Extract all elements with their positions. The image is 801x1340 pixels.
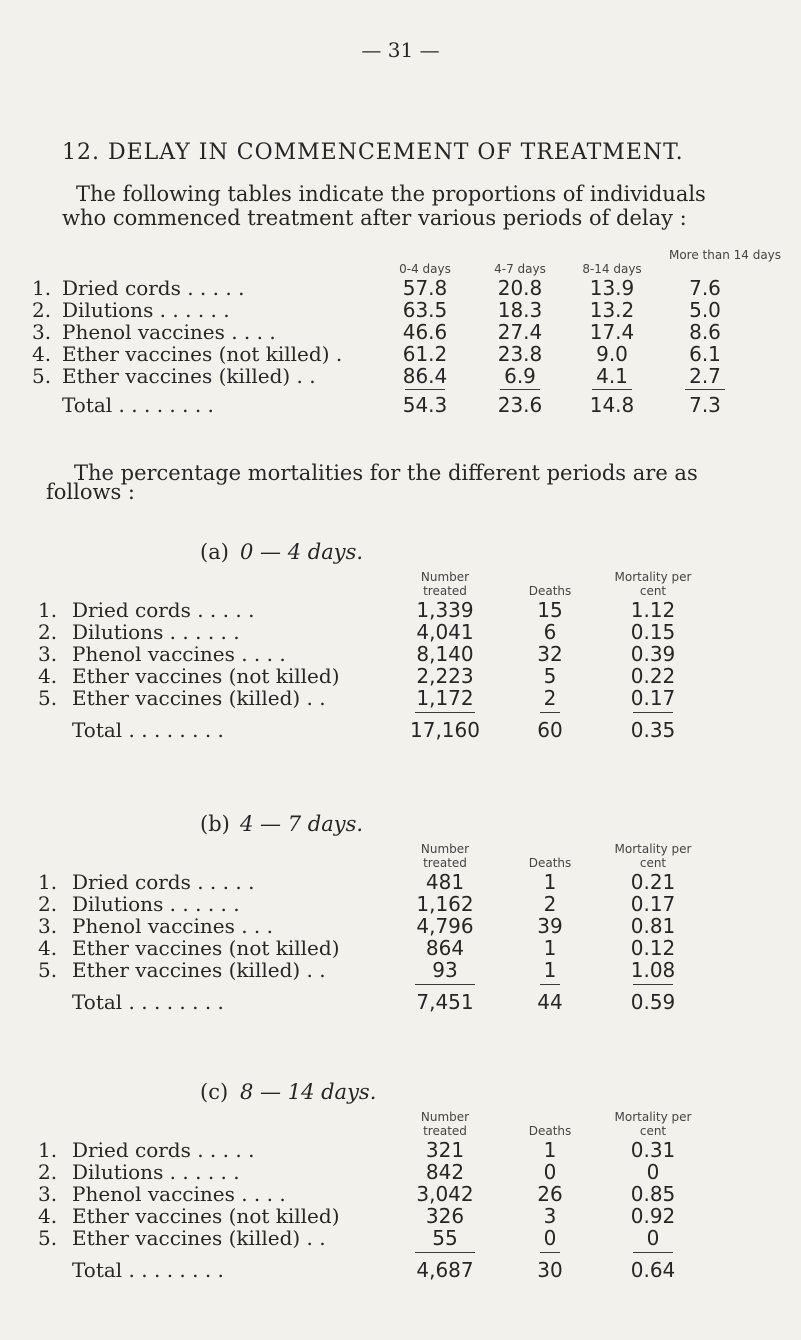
mortality-cell: 55 <box>432 1226 458 1250</box>
mortality-total-cell: 7,451 <box>416 990 474 1014</box>
mortality-cell: 4,041 <box>416 620 474 644</box>
delay-row-label: Ether vaccines (killed) . . <box>62 364 316 388</box>
mortality-row-label: Ether vaccines (not killed) <box>72 936 340 960</box>
delay-col-0: 0-4 days <box>399 262 451 276</box>
intro-line-2: who commenced treatment after various periods of delay : <box>62 206 687 230</box>
mortality-row-label: Dried cords . . . . . <box>72 598 255 622</box>
mortality-total-cell: 30 <box>537 1258 563 1282</box>
delay-cell: 6.1 <box>689 342 721 366</box>
mortality-total-cell: 0.59 <box>630 990 676 1014</box>
mortality-row-label: Phenol vaccines . . . . <box>72 1182 286 1206</box>
delay-row-label: Ether vaccines (not killed) . <box>62 342 343 366</box>
delay-cell: 46.6 <box>402 320 448 344</box>
delay-cell: 17.4 <box>589 320 635 344</box>
mortality-row-index: 5. <box>38 1226 58 1250</box>
delay-cell: 5.0 <box>689 298 721 322</box>
mortality-cell: 0.31 <box>630 1138 676 1162</box>
mortality-total-rule <box>540 984 560 985</box>
mortality-cell: 1 <box>543 1138 557 1162</box>
mortality-cell: 1,172 <box>416 686 474 710</box>
mortality-table-prefix: (b) <box>200 812 230 836</box>
mortality-row-index: 4. <box>38 1204 58 1228</box>
header-mortality: Mortality per cent <box>614 842 692 870</box>
delay-cell: 86.4 <box>402 364 448 388</box>
delay-cell: 13.2 <box>589 298 635 322</box>
mortality-cell: 0.21 <box>630 870 676 894</box>
delay-cell: 20.8 <box>497 276 543 300</box>
mortality-total-cell: 0.64 <box>630 1258 676 1282</box>
delay-row-index: 2. <box>32 298 52 322</box>
delay-cell: 27.4 <box>497 320 543 344</box>
mortality-cell: 0.17 <box>630 892 676 916</box>
delay-total-rule <box>685 389 725 390</box>
header-deaths: Deaths <box>528 584 572 598</box>
mortality-cell: 6 <box>543 620 557 644</box>
mortality-table-prefix: (c) <box>200 1080 229 1104</box>
mortality-row-label: Phenol vaccines . . . . <box>72 642 286 666</box>
mortality-total-label: Total . . . . . . . . <box>72 990 224 1014</box>
delay-cell: 2.7 <box>689 364 721 388</box>
mortality-row-index: 3. <box>38 642 58 666</box>
page-number: — 31 — <box>361 38 440 62</box>
delay-row-index: 1. <box>32 276 52 300</box>
mortality-cell: 321 <box>425 1138 465 1162</box>
mortality-row-index: 4. <box>38 664 58 688</box>
mortality-row-index: 3. <box>38 914 58 938</box>
delay-row-label: Phenol vaccines . . . . <box>62 320 276 344</box>
mortality-row-index: 5. <box>38 958 58 982</box>
mortality-total-rule <box>540 712 560 713</box>
mortality-cell: 4,796 <box>416 914 474 938</box>
mortality-table-title: 4 — 7 days. <box>240 812 364 836</box>
mortality-cell: 93 <box>432 958 458 982</box>
mortality-cell: 8,140 <box>416 642 474 666</box>
delay-table <box>0 248 801 458</box>
mortality-cell: 2,223 <box>416 664 474 688</box>
mortality-cell: 842 <box>425 1160 465 1184</box>
mortality-row-label: Phenol vaccines . . . <box>72 914 273 938</box>
mortality-cell: 0 <box>646 1160 660 1184</box>
delay-row-label: Dried cords . . . . . <box>62 276 245 300</box>
mortality-row-label: Ether vaccines (killed) . . <box>72 686 326 710</box>
mortality-cell: 2 <box>543 686 557 710</box>
delay-cell: 61.2 <box>402 342 448 366</box>
mortality-table <box>0 540 801 800</box>
mortality-cell: 3 <box>543 1204 557 1228</box>
header-number-treated: Number treated <box>420 842 470 870</box>
mortality-row-index: 2. <box>38 620 58 644</box>
mortality-intro-line-1: The percentage mortalities for the different periods are as <box>74 461 698 485</box>
mortality-row-label: Dilutions . . . . . . <box>72 620 240 644</box>
delay-total-cell: 7.3 <box>689 393 721 417</box>
mortality-cell: 26 <box>537 1182 563 1206</box>
mortality-row-index: 3. <box>38 1182 58 1206</box>
delay-col-3: More than 14 days <box>668 248 782 262</box>
mortality-row-label: Dilutions . . . . . . <box>72 892 240 916</box>
mortality-table-title: 8 — 14 days. <box>240 1080 377 1104</box>
mortality-cell: 0.92 <box>630 1204 676 1228</box>
delay-total-rule <box>500 389 540 390</box>
mortality-total-rule <box>633 1252 673 1253</box>
delay-cell: 6.9 <box>504 364 536 388</box>
mortality-total-label: Total . . . . . . . . <box>72 718 224 742</box>
mortality-cell: 1.08 <box>630 958 676 982</box>
delay-cell: 7.6 <box>689 276 721 300</box>
header-deaths: Deaths <box>528 856 572 870</box>
delay-cell: 63.5 <box>402 298 448 322</box>
mortality-cell: 0 <box>646 1226 660 1250</box>
mortality-row-label: Ether vaccines (killed) . . <box>72 1226 326 1250</box>
mortality-cell: 1 <box>543 958 557 982</box>
mortality-cell: 39 <box>537 914 563 938</box>
mortality-total-cell: 44 <box>537 990 563 1014</box>
mortality-cell: 1 <box>543 936 557 960</box>
delay-cell: 8.6 <box>689 320 721 344</box>
header-number-treated: Number treated <box>420 1110 470 1138</box>
mortality-row-index: 5. <box>38 686 58 710</box>
header-mortality: Mortality per cent <box>614 1110 692 1138</box>
intro-paragraph <box>62 182 762 230</box>
mortality-table <box>0 812 801 1072</box>
delay-cell: 23.8 <box>497 342 543 366</box>
mortality-total-rule <box>415 1252 475 1253</box>
mortality-cell: 481 <box>425 870 465 894</box>
delay-total-cell: 14.8 <box>589 393 635 417</box>
mortality-total-cell: 17,160 <box>410 718 480 742</box>
mortality-cell: 0.17 <box>630 686 676 710</box>
mortality-cell: 1,339 <box>416 598 474 622</box>
mortality-total-rule <box>415 984 475 985</box>
delay-total-rule <box>592 389 632 390</box>
delay-col-2: 8-14 days <box>582 262 642 276</box>
mortality-total-rule <box>540 1252 560 1253</box>
mortality-cell: 0.85 <box>630 1182 676 1206</box>
mortality-cell: 1 <box>543 870 557 894</box>
mortality-cell: 864 <box>425 936 465 960</box>
mortality-cell: 0.81 <box>630 914 676 938</box>
mortality-table-prefix: (a) <box>200 540 229 564</box>
header-number-treated: Number treated <box>420 570 470 598</box>
delay-cell: 57.8 <box>402 276 448 300</box>
mortality-cell: 1.12 <box>630 598 676 622</box>
mortality-total-rule <box>633 984 673 985</box>
mortality-row-label: Dried cords . . . . . <box>72 1138 255 1162</box>
delay-total-rule <box>405 389 445 390</box>
mortality-cell: 5 <box>543 664 557 688</box>
mortality-cell: 0.12 <box>630 936 676 960</box>
delay-col-1: 4-7 days <box>494 262 546 276</box>
mortality-cell: 0.22 <box>630 664 676 688</box>
mortality-total-cell: 60 <box>537 718 563 742</box>
mortality-row-index: 1. <box>38 870 58 894</box>
mortality-total-cell: 0.35 <box>630 718 676 742</box>
mortality-table <box>0 1080 801 1340</box>
mortality-table-title: 0 — 4 days. <box>240 540 364 564</box>
mortality-cell: 2 <box>543 892 557 916</box>
mortality-cell: 326 <box>425 1204 465 1228</box>
mortality-row-label: Dried cords . . . . . <box>72 870 255 894</box>
mortality-row-index: 4. <box>38 936 58 960</box>
section-heading: 12. DELAY IN COMMENCEMENT OF TREATMENT. <box>62 140 684 165</box>
delay-cell: 4.1 <box>596 364 628 388</box>
mortality-row-index: 1. <box>38 1138 58 1162</box>
mortality-row-label: Dilutions . . . . . . <box>72 1160 240 1184</box>
mortality-row-label: Ether vaccines (not killed) <box>72 1204 340 1228</box>
mortality-row-index: 2. <box>38 892 58 916</box>
mortality-row-index: 2. <box>38 1160 58 1184</box>
mortality-cell: 0.15 <box>630 620 676 644</box>
mortality-total-rule <box>633 712 673 713</box>
intro-line-1: The following tables indicate the proportions of individuals <box>76 182 706 206</box>
mortality-cell: 3,042 <box>416 1182 474 1206</box>
mortality-cell: 15 <box>537 598 563 622</box>
delay-total-label: Total . . . . . . . . <box>62 393 214 417</box>
delay-row-index: 4. <box>32 342 52 366</box>
delay-cell: 18.3 <box>497 298 543 322</box>
delay-row-label: Dilutions . . . . . . <box>62 298 230 322</box>
mortality-total-label: Total . . . . . . . . <box>72 1258 224 1282</box>
delay-cell: 13.9 <box>589 276 635 300</box>
header-deaths: Deaths <box>528 1124 572 1138</box>
mortality-total-rule <box>415 712 475 713</box>
mortality-cell: 1,162 <box>416 892 474 916</box>
mortality-row-index: 1. <box>38 598 58 622</box>
mortality-row-label: Ether vaccines (killed) . . <box>72 958 326 982</box>
delay-total-cell: 23.6 <box>497 393 543 417</box>
delay-total-cell: 54.3 <box>402 393 448 417</box>
mortality-row-label: Ether vaccines (not killed) <box>72 664 340 688</box>
mortality-cell: 0.39 <box>630 642 676 666</box>
delay-row-index: 5. <box>32 364 52 388</box>
mortality-cell: 32 <box>537 642 563 666</box>
mortality-cell: 0 <box>543 1226 557 1250</box>
delay-row-index: 3. <box>32 320 52 344</box>
header-mortality: Mortality per cent <box>614 570 692 598</box>
delay-cell: 9.0 <box>596 342 628 366</box>
mortality-intro-line-2: follows : <box>46 480 135 504</box>
mortality-cell: 0 <box>543 1160 557 1184</box>
mortality-total-cell: 4,687 <box>416 1258 474 1282</box>
